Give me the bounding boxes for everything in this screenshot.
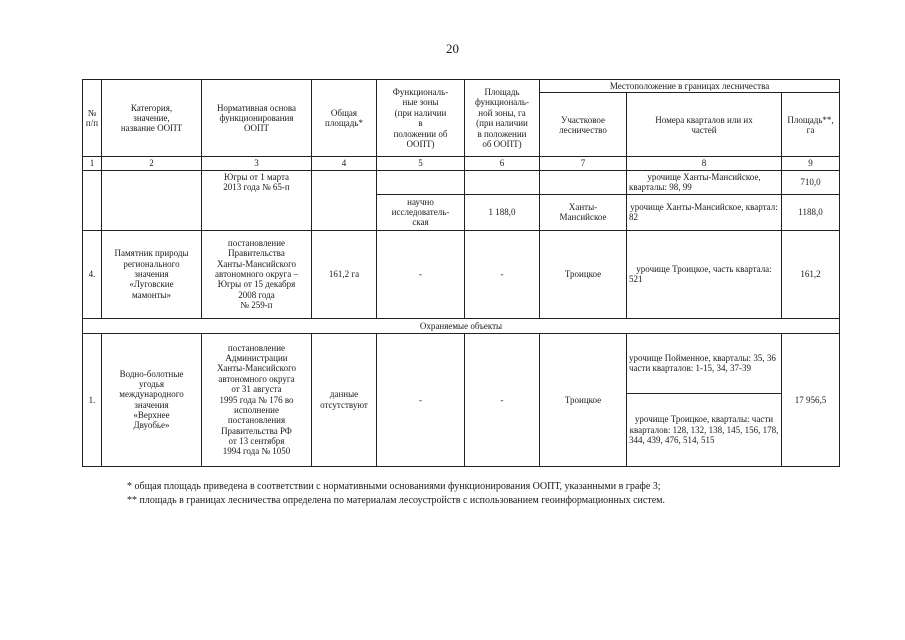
footnotes: [127, 480, 817, 507]
footnote: * общая площадь приведена в соответствии с нормативными основаниями функционирования ООПТ, указанными в графе 3;: [127, 481, 661, 492]
row-total-area: 161,2 га: [312, 230, 377, 318]
row-forestry: Ханты- Мансийское: [540, 194, 627, 230]
col-number: 9: [782, 157, 840, 170]
row-num: 1.: [83, 333, 102, 466]
row-num: 4.: [83, 230, 102, 318]
row-area: 1188,0: [782, 194, 840, 230]
header-func-area: Площадь функциональ- ной зоны, га (при наличии в положении об ООПТ): [465, 80, 540, 157]
table-header-row: [83, 80, 840, 93]
section-row: [83, 318, 840, 333]
row-quarters: урочище Троицкое, часть квартала: 521: [627, 230, 782, 318]
column-numbers-row: [83, 157, 840, 170]
row-basis: Югры от 1 марта 2013 года № 65-п: [202, 170, 312, 230]
header-total-area: Общая площадь*: [312, 80, 377, 157]
row-quarters: урочище Троицкое, кварталы: части кварталов: 128, 132, 138, 145, 156, 178, 344, 439, 476, 514, 515: [627, 393, 782, 466]
oopt-table: [82, 79, 840, 467]
col-number: 6: [465, 157, 540, 170]
col-number: 5: [377, 157, 465, 170]
table-row: [83, 170, 840, 194]
table-row: [83, 230, 840, 318]
row-forestry: Троицкое: [540, 333, 627, 466]
row-zone: -: [377, 333, 465, 466]
col-number: 1: [83, 157, 102, 170]
col-number: 7: [540, 157, 627, 170]
row-area: 161,2: [782, 230, 840, 318]
row-zone: -: [377, 230, 465, 318]
header-basis: Нормативная основа функционирования ООПТ: [202, 80, 312, 157]
row-zone: научно исследователь- ская: [377, 194, 465, 230]
row-quarters: урочище Ханты-Мансийское, квартал: 82: [627, 194, 782, 230]
row-func-area: -: [465, 230, 540, 318]
col-number: 8: [627, 157, 782, 170]
header-area-ha: Площадь**, га: [782, 93, 840, 157]
page-number: 20: [446, 41, 459, 56]
row-category: Памятник природы регионального значения «Луговские мамонты»: [102, 230, 202, 318]
row-category: Водно-болотные угодья международного значения «Верхнее Двуобье»: [102, 333, 202, 466]
row-basis: постановление Администрации Ханты-Мансийского автономного округа от 31 августа 1995 года № 176 во исполнение постановления Правительства РФ от 13 сентября 1994 года № 1050: [202, 333, 312, 466]
footnote: ** площадь в границах лесничества определена по материалам лесоустройств с использованием геоинформационных систем.: [127, 494, 665, 506]
header-location: Местоположение в границах лесничества: [540, 80, 840, 93]
row-area: 710,0: [782, 170, 840, 194]
row-quarters: урочище Ханты-Мансийское, кварталы: 98, 99: [627, 170, 782, 194]
col-number: 4: [312, 157, 377, 170]
header-func-zones: Функциональ- ные зоны (при наличии в положении об ООПТ): [377, 80, 465, 157]
row-func-area: -: [465, 333, 540, 466]
section-title: Охраняемые объекты: [83, 318, 840, 333]
row-forestry: Троицкое: [540, 230, 627, 318]
col-number: 3: [202, 157, 312, 170]
table-row: [83, 333, 840, 393]
row-area: 17 956,5: [782, 333, 840, 466]
row-func-area: 1 188,0: [465, 194, 540, 230]
row-quarters: урочище Пойменное, кварталы: 35, 36 части кварталов: 1-15, 34, 37-39: [627, 333, 782, 393]
header-num: № п/п: [83, 80, 102, 157]
row-total-area: данные отсутствуют: [312, 333, 377, 466]
header-category: Категория, значение, название ООПТ: [102, 80, 202, 157]
header-quarters: Номера кварталов или их частей: [627, 93, 782, 157]
row-basis: постановление Правительства Ханты-Мансийского автономного округа – Югры от 15 декабря 2008 года № 259-п: [202, 230, 312, 318]
col-number: 2: [102, 157, 202, 170]
header-forestry: Участковое лесничество: [540, 93, 627, 157]
